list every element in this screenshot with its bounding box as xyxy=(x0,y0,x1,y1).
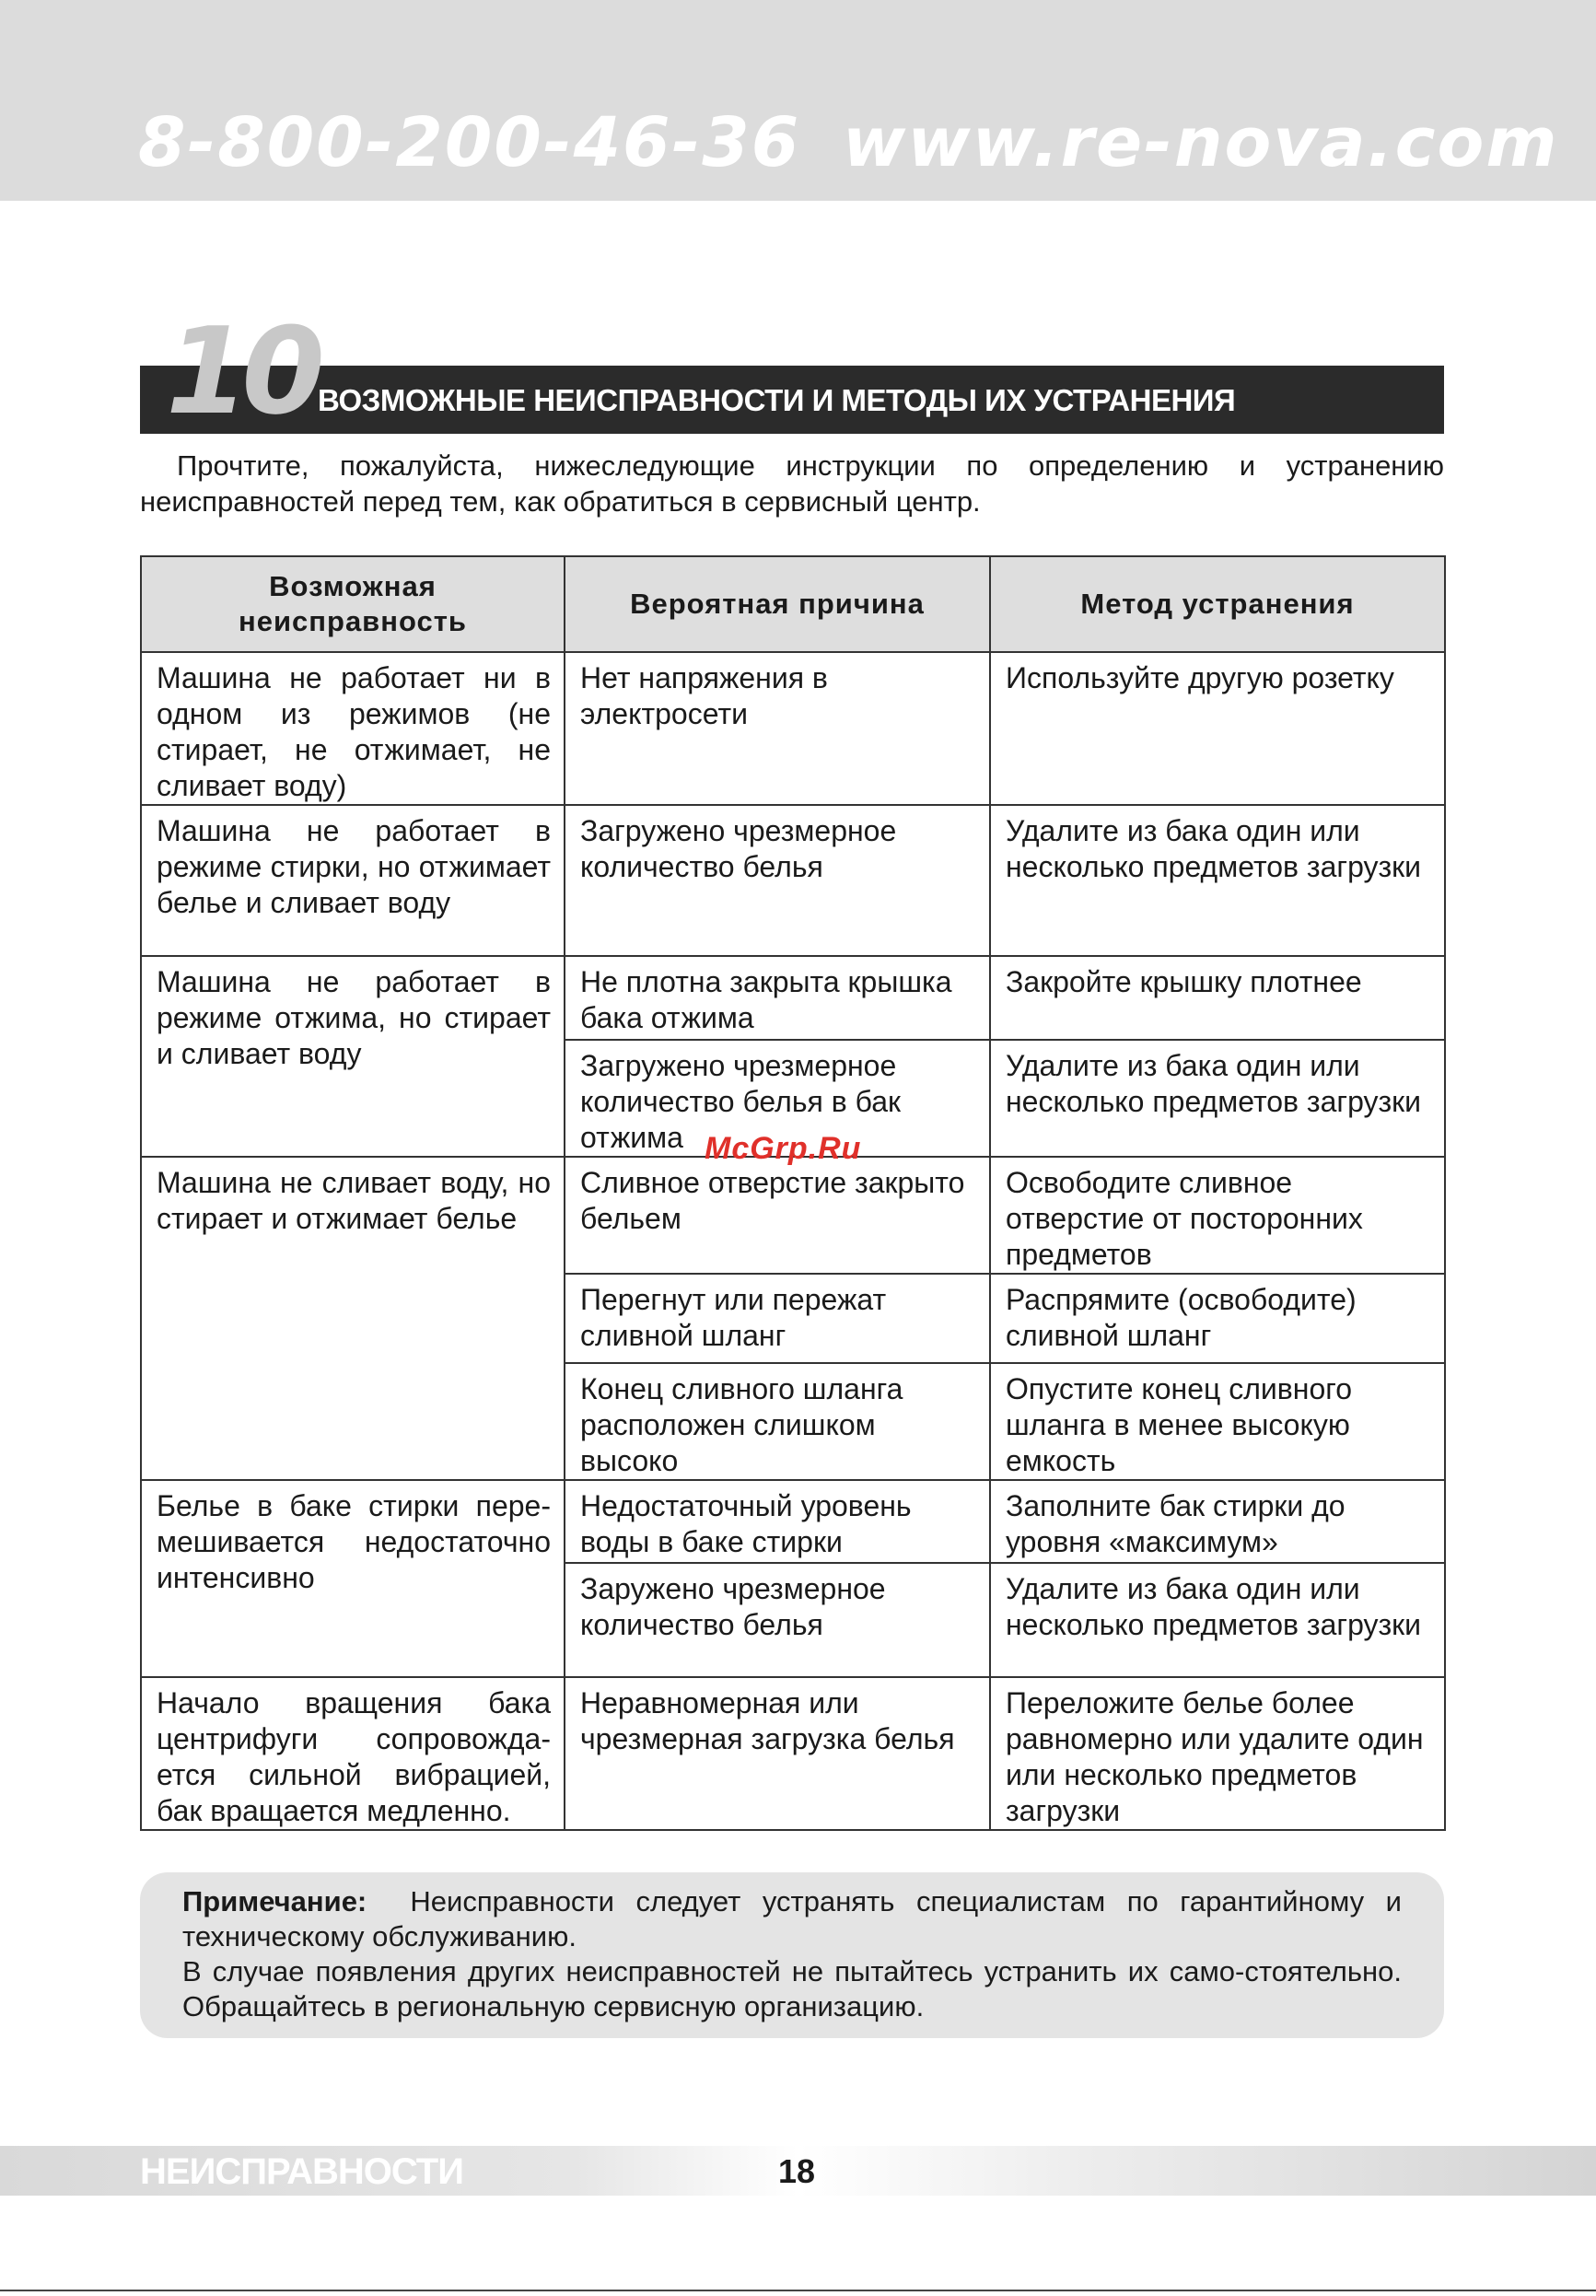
table-row xyxy=(141,956,1445,1040)
section-number: 10 xyxy=(166,301,318,441)
fault-cell: Начало вращения бака центрифуги сопровожда-ется сильной вибрацией, бак вращается медленно. xyxy=(141,1677,565,1830)
fault-cell: Машина не сливает воду, но стирает и отжимает белье xyxy=(141,1157,565,1480)
note-text-2: В случае появления других неисправностей не пытайтесь устранить их само-стоятельно. Обращайтесь в региональную сервисную организацию. xyxy=(182,1955,1402,2022)
remedy-cell: Распрямите (освободите) сливной шланг xyxy=(990,1274,1445,1363)
table-header-row xyxy=(141,556,1445,652)
remedy-cell: Удалите из бака один или несколько предметов загрузки xyxy=(990,1563,1445,1677)
page-number: 18 xyxy=(778,2152,816,2190)
remedy-cell: Освободите сливное отверстие от посторонних предметов xyxy=(990,1157,1445,1274)
remedy-cell: Переложите белье более равномерно или удалите один или несколько предметов загрузки xyxy=(990,1677,1445,1830)
table-row xyxy=(141,1157,1445,1274)
header-remedy: Метод устранения xyxy=(990,556,1445,652)
watermark-text: McGrp.Ru xyxy=(705,1131,862,1166)
cause-cell: Заружено чрезмерное количество белья xyxy=(565,1563,990,1677)
header-cause: Вероятная причина xyxy=(565,556,990,652)
cause-cell: Перегнут или пережат сливной шланг xyxy=(565,1274,990,1363)
fault-cell: Машина не работает в режиме отжима, но стирает и сливает воду xyxy=(141,956,565,1157)
table-row xyxy=(141,805,1445,956)
header-phone: 8-800-200-46-36 xyxy=(138,103,801,182)
note-text-1: Неисправности следует устранять специалистам по гарантийному и техническому обслуживанию. xyxy=(182,1885,1402,1952)
cause-cell: Сливное отверстие закрыто бельем xyxy=(565,1157,990,1274)
intro-paragraph: Прочтите, пожалуйста, нижеследующие инструкции по определению и устранению неисправностей перед тем, как обратиться в сервисный центр. xyxy=(140,449,1444,518)
note-line-1 xyxy=(182,1884,1402,1954)
fault-cell: Машина не работает в режиме стирки, но отжимает белье и сливает воду xyxy=(141,805,565,956)
section-title: ВОЗМОЖНЫЕ НЕИСПРАВНОСТИ И МЕТОДЫ ИХ УСТРАНЕНИЯ xyxy=(318,383,1236,417)
footer-section-title: НЕИСПРАВНОСТИ xyxy=(140,2151,463,2192)
cause-cell: Нет напряжения в электросети xyxy=(565,652,990,805)
cause-cell: Неравномерная или чрезмерная загрузка белья xyxy=(565,1677,990,1830)
fault-cell: Белье в баке стирки пере-мешивается недостаточно интенсивно xyxy=(141,1480,565,1677)
note-label: Примечание: xyxy=(182,1885,367,1917)
fault-cell: Машина не работает ни в одном из режимов (не стирает, не отжимает, не сливает воду) xyxy=(141,652,565,805)
note-box xyxy=(140,1872,1444,2038)
cause-cell: Конец сливного шланга расположен слишком высоко xyxy=(565,1363,990,1480)
table-row xyxy=(141,1677,1445,1830)
bottom-divider xyxy=(0,2290,1596,2291)
remedy-cell: Удалите из бака один или несколько предметов загрузки xyxy=(990,1040,1445,1157)
header-website: www.re-nova.com xyxy=(843,103,1559,182)
cause-cell: Загружено чрезмерное количество белья xyxy=(565,805,990,956)
troubleshooting-table xyxy=(140,555,1446,1831)
remedy-cell: Используйте другую розетку xyxy=(990,652,1445,805)
remedy-cell: Заполните бак стирки до уровня «максимум» xyxy=(990,1480,1445,1563)
cause-cell: Недостаточный уровень воды в баке стирки xyxy=(565,1480,990,1563)
remedy-cell: Закройте крышку плотнее xyxy=(990,956,1445,1040)
remedy-cell: Опустите конец сливного шланга в менее высокую емкость xyxy=(990,1363,1445,1480)
table-row xyxy=(141,1480,1445,1563)
cause-cell: Загружено чрезмерное количество белья в бак отжима xyxy=(565,1040,990,1157)
table-row xyxy=(141,652,1445,805)
remedy-cell: Удалите из бака один или несколько предметов загрузки xyxy=(990,805,1445,956)
cause-cell: Не плотна закрыта крышка бака отжима xyxy=(565,956,990,1040)
header-fault: Возможная неисправность xyxy=(141,556,565,652)
